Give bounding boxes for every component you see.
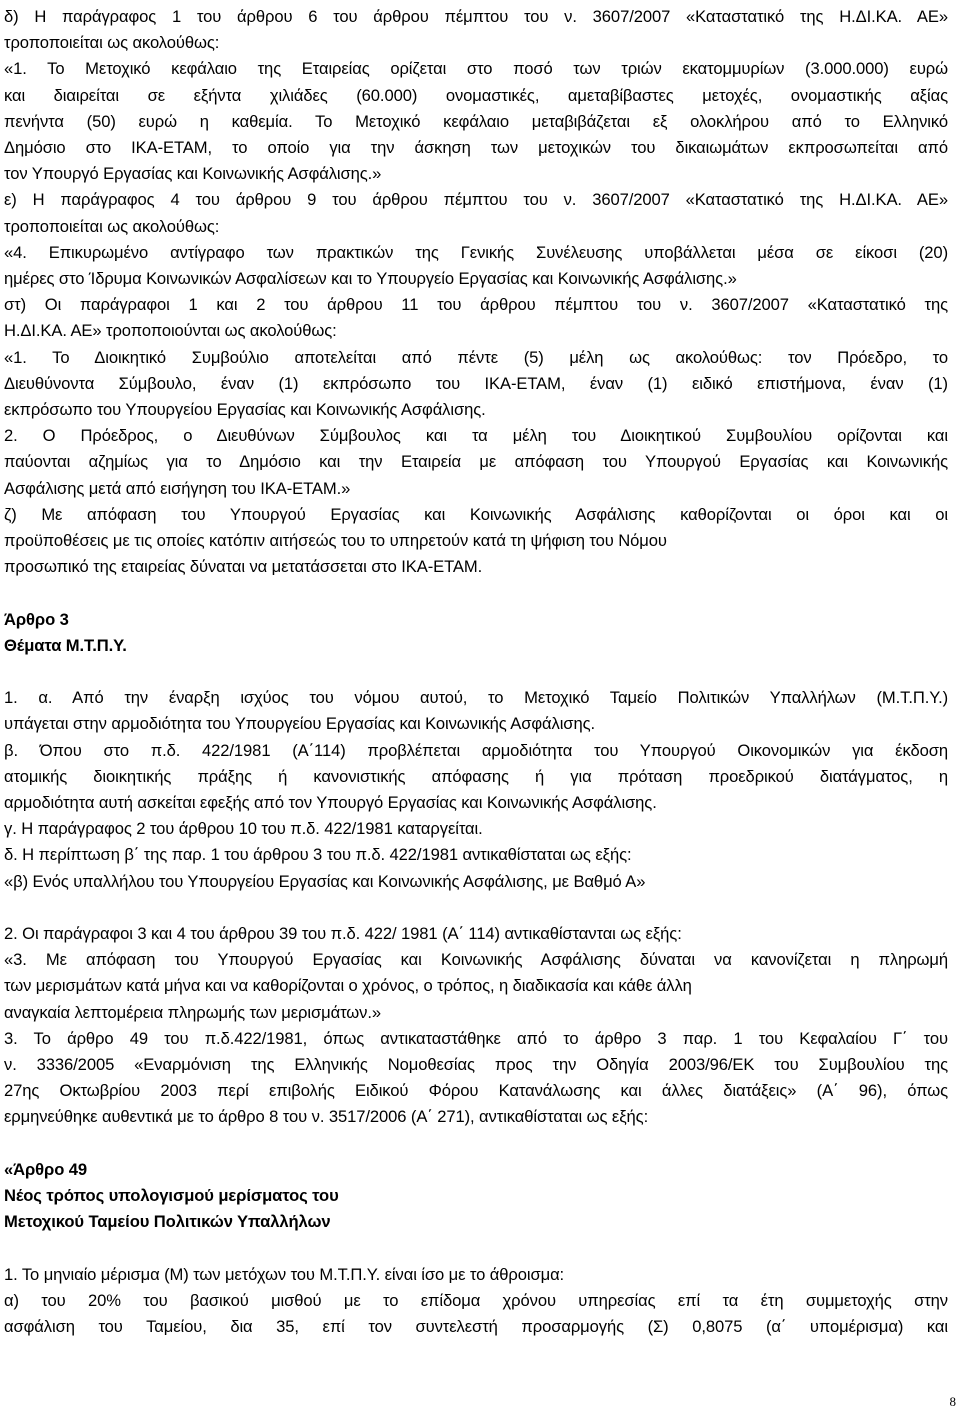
text-line: «3. Με απόφαση του Υπουργού Εργασίας και Κοινωνικής Ασφάλισης δύναται να κανονίζεται η πληρωμή — [4, 950, 948, 970]
text-line: Ασφάλισης μετά από εισήγηση του ΙΚΑ-ΕΤΑΜ.» — [4, 478, 351, 498]
text-line: α) του 20% του βασικού μισθού με το επίδομα χρόνου υπηρεσίας επί τα έτη συμμετοχής στην — [4, 1290, 948, 1310]
text-line: 1. α. Από την έναρξη ισχύος του νόμου αυτού, το Μετοχικό Ταμείο Πολιτικών Υπαλλήλων (Μ.Τ.Π.Υ.) — [4, 688, 948, 708]
text-line: Δημόσιο στο ΙΚΑ-ΕΤΑΜ, το οποίο για την άσκηση των μετοχικών του δικαιωμάτων εκπροσωπείται από — [4, 138, 948, 158]
page-number: 8 — [949, 1394, 956, 1409]
text-line: 3. Το άρθρο 49 του π.δ.422/1981, όπως αντικαταστάθηκε από το άρθρο 3 παρ. 1 του Κεφαλαίου Γ΄ του — [4, 1028, 948, 1048]
text-line: «4. Επικυρωμένο αντίγραφο των πρακτικών της Γενικής Συνέλευσης υποβάλλεται μέσα σε είκοσι (20) — [4, 242, 948, 262]
text-line: 27ης Οκτωβρίου 2003 περί επιβολής Ειδικού Φόρου Κατανάλωσης και άλλες διατάξεις» (Α΄ 96), όπως — [4, 1081, 948, 1101]
text-line: ν. 3336/2005 «Εναρμόνιση της Ελληνικής Νομοθεσίας προς την Οδηγία 2003/96/ΕΚ του Συμβουλίου της — [4, 1055, 948, 1075]
text-line: Διευθύνοντα Σύμβουλο, έναν (1) εκπρόσωπο του ΙΚΑ-ΕΤΑΜ, έναν (1) ειδικό επιστήμονα, έναν (1) — [4, 373, 948, 393]
text-line: τροποποιείται ως ακολούθως: — [4, 33, 220, 53]
document-body — [4, 4, 948, 1340]
text-line: εκπρόσωπο του Υπουργείου Εργασίας και Κοινωνικής Ασφάλισης. — [4, 400, 486, 420]
text-line: ημέρες στο Ίδρυμα Κοινωνικών Ασφαλίσεων και το Υπουργείο Εργασίας και Κοινωνικής Ασφάλισης.» — [4, 269, 737, 289]
text-line: «β) Ενός υπαλλήλου του Υπουργείου Εργασίας και Κοινωνικής Ασφάλισης, με Βαθμό Α» — [4, 871, 646, 891]
text-line: γ. Η παράγραφος 2 του άρθρου 10 του π.δ. 422/1981 καταργείται. — [4, 819, 483, 839]
text-line: ατομικής διοικητικής πράξης ή κανονιστικής απόφασης ή για πρόταση προεδρικού διατάγματος, η — [4, 766, 948, 786]
text-line: Η.ΔΙ.ΚΑ. ΑΕ» τροποποιούνται ως ακολούθως: — [4, 321, 337, 341]
text-line: υπάγεται στην αρμοδιότητα του Υπουργείου Εργασίας και Κοινωνικής Ασφάλισης. — [4, 714, 595, 734]
text-line: των μερισμάτων κατά μήνα και να καθορίζονται ο χρόνος, ο τρόπος, η διαδικασία και κάθε άλλη — [4, 976, 692, 996]
quoted-article-title-line-2: Μετοχικού Ταμείου Πολιτικών Υπαλλήλων — [4, 1212, 331, 1232]
text-line: β. Όπου στο π.δ. 422/1981 (Α΄114) προβλέπεται αρμοδιότητα του Υπουργού Οικονομικών για έκδοση — [4, 740, 948, 760]
text-line: τον Υπουργό Εργασίας και Κοινωνικής Ασφάλισης.» — [4, 164, 382, 184]
blank-line — [4, 1131, 948, 1157]
text-line: και διαιρείται σε εξήντα χιλιάδες (60.000) ονομαστικές, αμεταβίβαστες μετοχές, ονομαστικής αξίας — [4, 85, 948, 105]
text-line: ερμηνεύθηκε αυθεντικά με το άρθρο 8 του ν. 3517/2006 (Α΄ 271), αντικαθίσταται ως εξής: — [4, 1107, 649, 1127]
text-line: αρμοδιότητα αυτή ασκείται εφεξής από τον Υπουργό Εργασίας και Κοινωνικής Ασφάλισης. — [4, 793, 657, 813]
text-line: πενήντα (50) ευρώ η καθεμία. Το Μετοχικό κεφάλαιο μεταβιβάζεται εξ ολοκλήρου από το Ελληνικό — [4, 111, 948, 131]
quoted-article-title-line-1: Νέος τρόπος υπολογισμού μερίσματος του — [4, 1186, 339, 1206]
article-heading: Άρθρο 3 — [4, 609, 69, 629]
text-line: ε) Η παράγραφος 4 του άρθρου 9 του άρθρου πέμπτου του ν. 3607/2007 «Καταστατικό της Η.ΔΙ.ΚΑ. ΑΕ» — [4, 190, 948, 210]
text-line: 2. Ο Πρόεδρος, ο Διευθύνων Σύμβουλος και τα μέλη του Διοικητικού Συμβουλίου ορίζονται και — [4, 426, 948, 446]
blank-line — [4, 1235, 948, 1261]
text-line: 2. Οι παράγραφοι 3 και 4 του άρθρου 39 του π.δ. 422/ 1981 (Α΄ 114) αντικαθίστανται ως εξής: — [4, 924, 682, 944]
blank-line — [4, 580, 948, 606]
text-line: «1. Το Μετοχικό κεφάλαιο της Εταιρείας ορίζεται στο ποσό των τριών εκατομμυρίων (3.000.000) ευρώ — [4, 59, 948, 79]
text-line: τροποποιείται ως ακολούθως: — [4, 216, 220, 236]
text-line: ζ) Με απόφαση του Υπουργού Εργασίας και Κοινωνικής Ασφάλισης καθορίζονται οι όροι και οι — [4, 504, 948, 524]
text-line: 1. Το μηνιαίο μέρισμα (Μ) των μετόχων του Μ.Τ.Π.Υ. είναι ίσο με το άθροισμα: — [4, 1264, 565, 1284]
quoted-article-heading: «Άρθρο 49 — [4, 1159, 88, 1179]
text-line: δ. Η περίπτωση β΄ της παρ. 1 του άρθρου 3 του π.δ. 422/1981 αντικαθίσταται ως εξής: — [4, 845, 632, 865]
text-line: δ) Η παράγραφος 1 του άρθρου 6 του άρθρου πέμπτου του ν. 3607/2007 «Καταστατικό της Η.ΔΙ.ΚΑ. ΑΕ» — [4, 7, 948, 26]
text-line: ασφάλιση του Ταμείου, δια 35, επί τον συντελεστή προσαρμογής (Σ) 0,8075 (α΄ υπομέρισμα) και — [4, 1317, 948, 1337]
text-line: παύονται αζημίως για το Δημόσιο και την Εταιρεία με απόφαση του Υπουργού Εργασίας και Κοινωνικής — [4, 452, 948, 472]
text-line: στ) Οι παράγραφοι 1 και 2 του άρθρου 11 του άρθρου πέμπτου του ν. 3607/2007 «Καταστατικό της — [4, 295, 948, 315]
text-line: προϋποθέσεις με τις οποίες κατόπιν αιτήσεώς του το υπηρετούν κατά τη ψήφιση του Νόμου — [4, 531, 667, 551]
text-line: «1. Το Διοικητικό Συμβούλιο αποτελείται από πέντε (5) μέλη ως ακολούθως: τον Πρόεδρο, το — [4, 347, 948, 367]
text-line: αναγκαία λεπτομέρεια πληρωμής των μερισμάτων.» — [4, 1002, 381, 1022]
text-line: προσωπικό της εταιρείας δύναται να μετατάσσεται στο ΙΚΑ-ΕΤΑΜ. — [4, 557, 483, 577]
blank-line — [4, 659, 948, 685]
article-subheading: Θέματα Μ.Τ.Π.Υ. — [4, 635, 127, 655]
blank-line — [4, 895, 948, 921]
